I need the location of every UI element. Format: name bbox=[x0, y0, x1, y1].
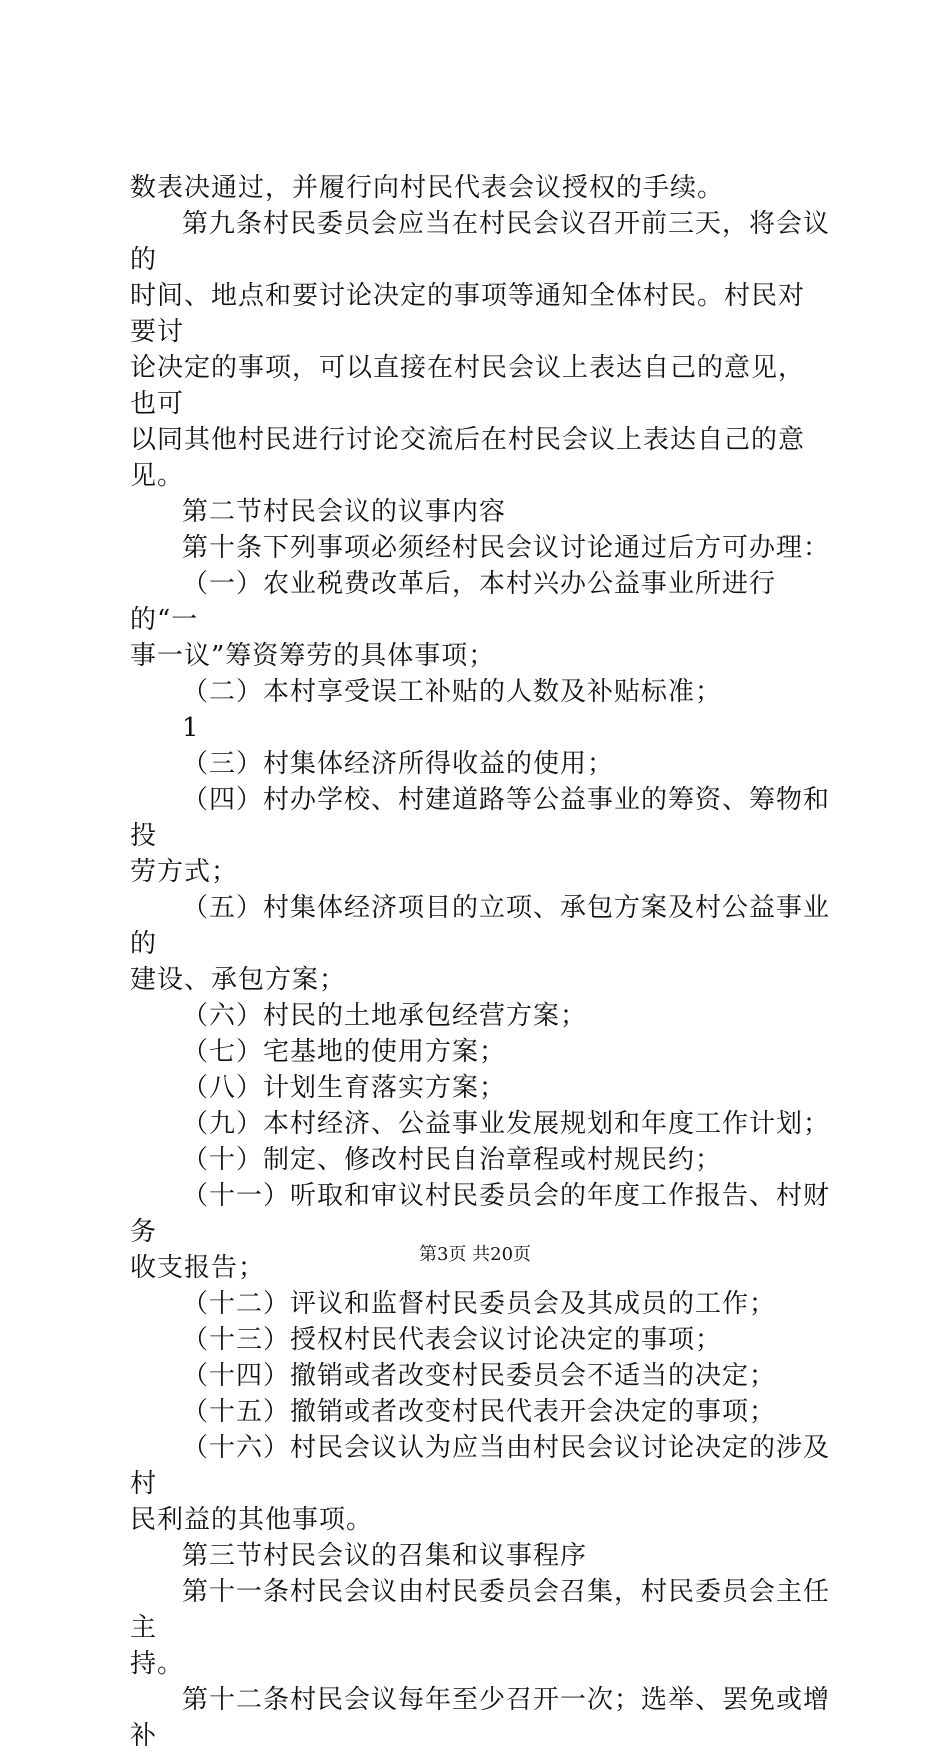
text-line: 第十一条村民会议由村民委员会召集，村民委员会主任主 bbox=[130, 1577, 831, 1643]
list-item: （十二）评议和监督村民委员会及其成员的工作； bbox=[182, 1289, 777, 1319]
text-line: 数表决通过，并履行向村民代表会议授权的手续。 bbox=[130, 173, 725, 203]
list-item: （三）村集体经济所得收益的使用； bbox=[182, 749, 615, 779]
list-item: （十）制定、修改村民自治章程或村规民约； bbox=[182, 1145, 723, 1175]
list-item: （九）本村经济、公益事业发展规划和年度工作计划； bbox=[182, 1109, 831, 1139]
text-line: 民利益的其他事项。 bbox=[130, 1505, 374, 1535]
text-line: 劳方式； bbox=[130, 857, 239, 887]
list-item: （十五）撤销或者改变村民代表开会决定的事项； bbox=[182, 1397, 777, 1427]
text-line: 事一议”筹资筹劳的具体事项； bbox=[130, 641, 496, 671]
list-item: （七）宅基地的使用方案； bbox=[182, 1037, 507, 1067]
list-item: （十六）村民会议认为应当由村民会议讨论决定的涉及村 bbox=[130, 1433, 831, 1499]
text-line: 建设、承包方案； bbox=[130, 965, 347, 995]
list-item: （十一）听取和审议村民委员会的年度工作报告、村财务 bbox=[130, 1181, 831, 1247]
page-footer: 第3页 共20页 bbox=[418, 1244, 532, 1265]
text-line: 以同其他村民进行讨论交流后在村民会议上表达自己的意见。 bbox=[130, 425, 806, 491]
list-item: （八）计划生育落实方案； bbox=[182, 1073, 507, 1103]
list-item: （五）村集体经济项目的立项、承包方案及村公益事业的 bbox=[130, 893, 831, 959]
text-line: 第十二条村民会议每年至少召开一次；选举、罢免或增补 bbox=[130, 1685, 831, 1751]
document-body bbox=[130, 170, 830, 1754]
text-line: 时间、地点和要讨论决定的事项等通知全体村民。村民对要讨 bbox=[130, 281, 806, 347]
section-heading: 第二节村民会议的议事内容 bbox=[182, 497, 507, 527]
page-number-inline: 1 bbox=[182, 713, 200, 743]
text-line: 论决定的事项，可以直接在村民会议上表达自己的意见，也可 bbox=[130, 353, 806, 419]
list-item: （六）村民的土地承包经营方案； bbox=[182, 1001, 588, 1031]
list-item: （二）本村享受误工补贴的人数及补贴标准； bbox=[182, 677, 723, 707]
section-heading: 第三节村民会议的召集和议事程序 bbox=[182, 1541, 588, 1571]
list-item: （十四）撤销或者改变村民委员会不适当的决定； bbox=[182, 1361, 777, 1391]
text-line: 持。 bbox=[130, 1649, 185, 1679]
text-line: 第十条下列事项必须经村民会议讨论通过后方可办理： bbox=[182, 533, 831, 563]
list-item: （四）村办学校、村建道路等公益事业的筹资、筹物和投 bbox=[130, 785, 831, 851]
list-item: （一）农业税费改革后，本村兴办公益事业所进行的“一 bbox=[130, 569, 777, 635]
text-line: 收支报告； bbox=[130, 1253, 266, 1283]
text-line: 第九条村民委员会应当在村民会议召开前三天，将会议的 bbox=[130, 209, 831, 275]
list-item: （十三）授权村民代表会议讨论决定的事项； bbox=[182, 1325, 723, 1355]
